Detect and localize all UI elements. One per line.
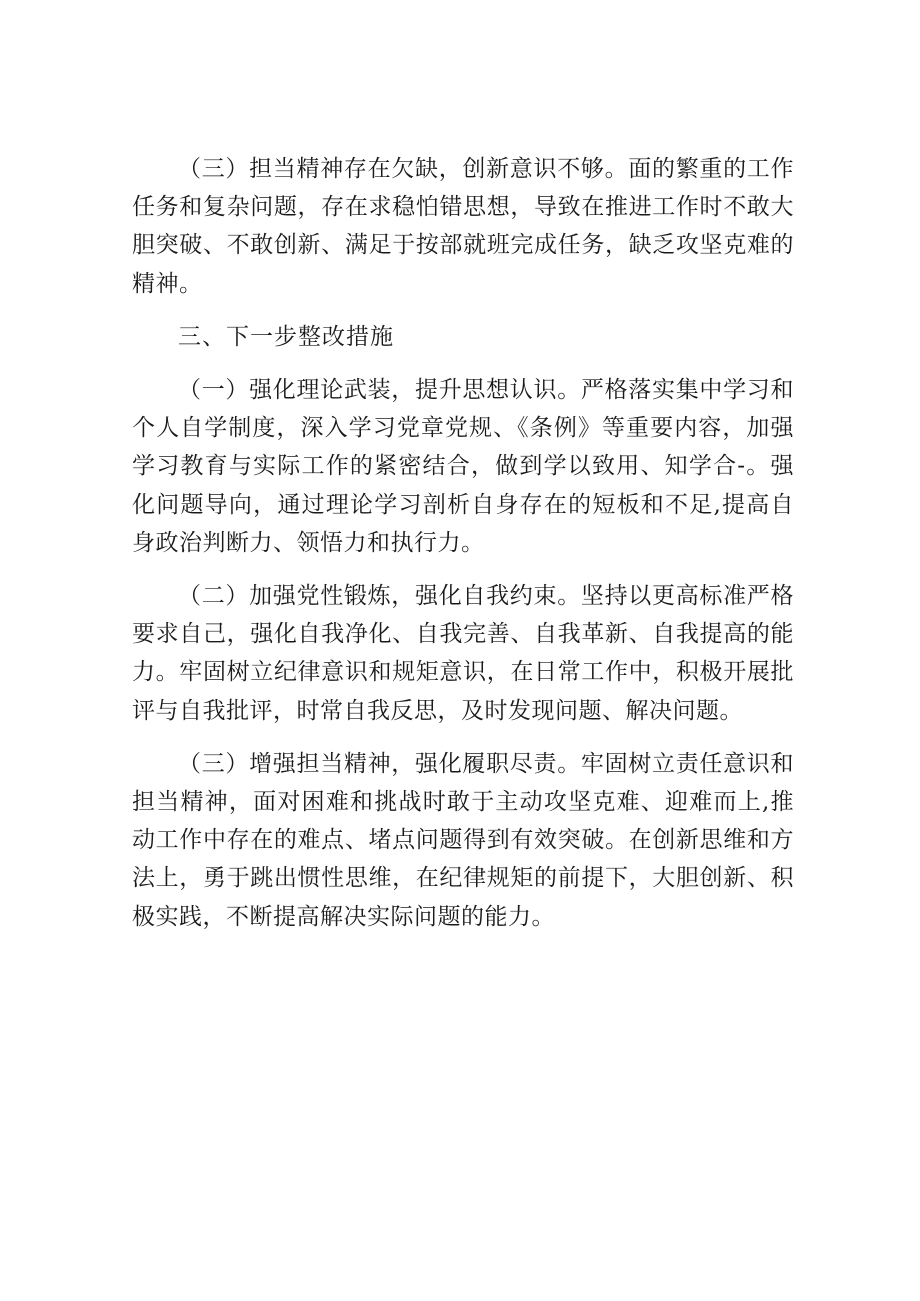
section-heading-rectification: 三、下一步整改措施 xyxy=(178,323,394,350)
document-body xyxy=(132,150,794,936)
paragraph-measure-two: （二）加强党性锻炼，强化自我约束。坚持以更高标准严格要求自己，强化自我净化、自我完善、自我革新、自我提高的能力。牢固树立纪律意识和规矩意识，在日常工作中，积极开展批评与自我批评，时常自我反思，及时发现问题、解决问题。 xyxy=(132,583,794,724)
paragraph-measure-one: （一）强化理论武装，提升思想认识。严格落实集中学习和个人自学制度，深入学习党章党规、《条例》等重要内容，加强学习教育与实际工作的紧密结合，做到学以致用、知学合-。强化问题导向，通过理论学习剖析自身存在的短板和不足,提高自身政治判断力、领悟力和执行力。 xyxy=(132,377,794,556)
paragraph-weakness-three: （三）担当精神存在欠缺，创新意识不够。面的繁重的工作任务和复杂问题，存在求稳怕错思想，导致在推进工作时不敢大胆突破、不敢创新、满足于按部就班完成任务，缺乏攻坚克难的精神。 xyxy=(132,156,794,297)
paragraph-measure-three: （三）增强担当精神，强化履职尽责。牢固树立责任意识和担当精神，面对困难和挑战时敢于主动攻坚克难、迎难而上,推动工作中存在的难点、堵点问题得到有效突破。在创新思维和方法上，勇于跳出惯性思维，在纪律规矩的前提下，大胆创新、积极实践，不断提高解决实际问题的能力。 xyxy=(132,750,794,930)
